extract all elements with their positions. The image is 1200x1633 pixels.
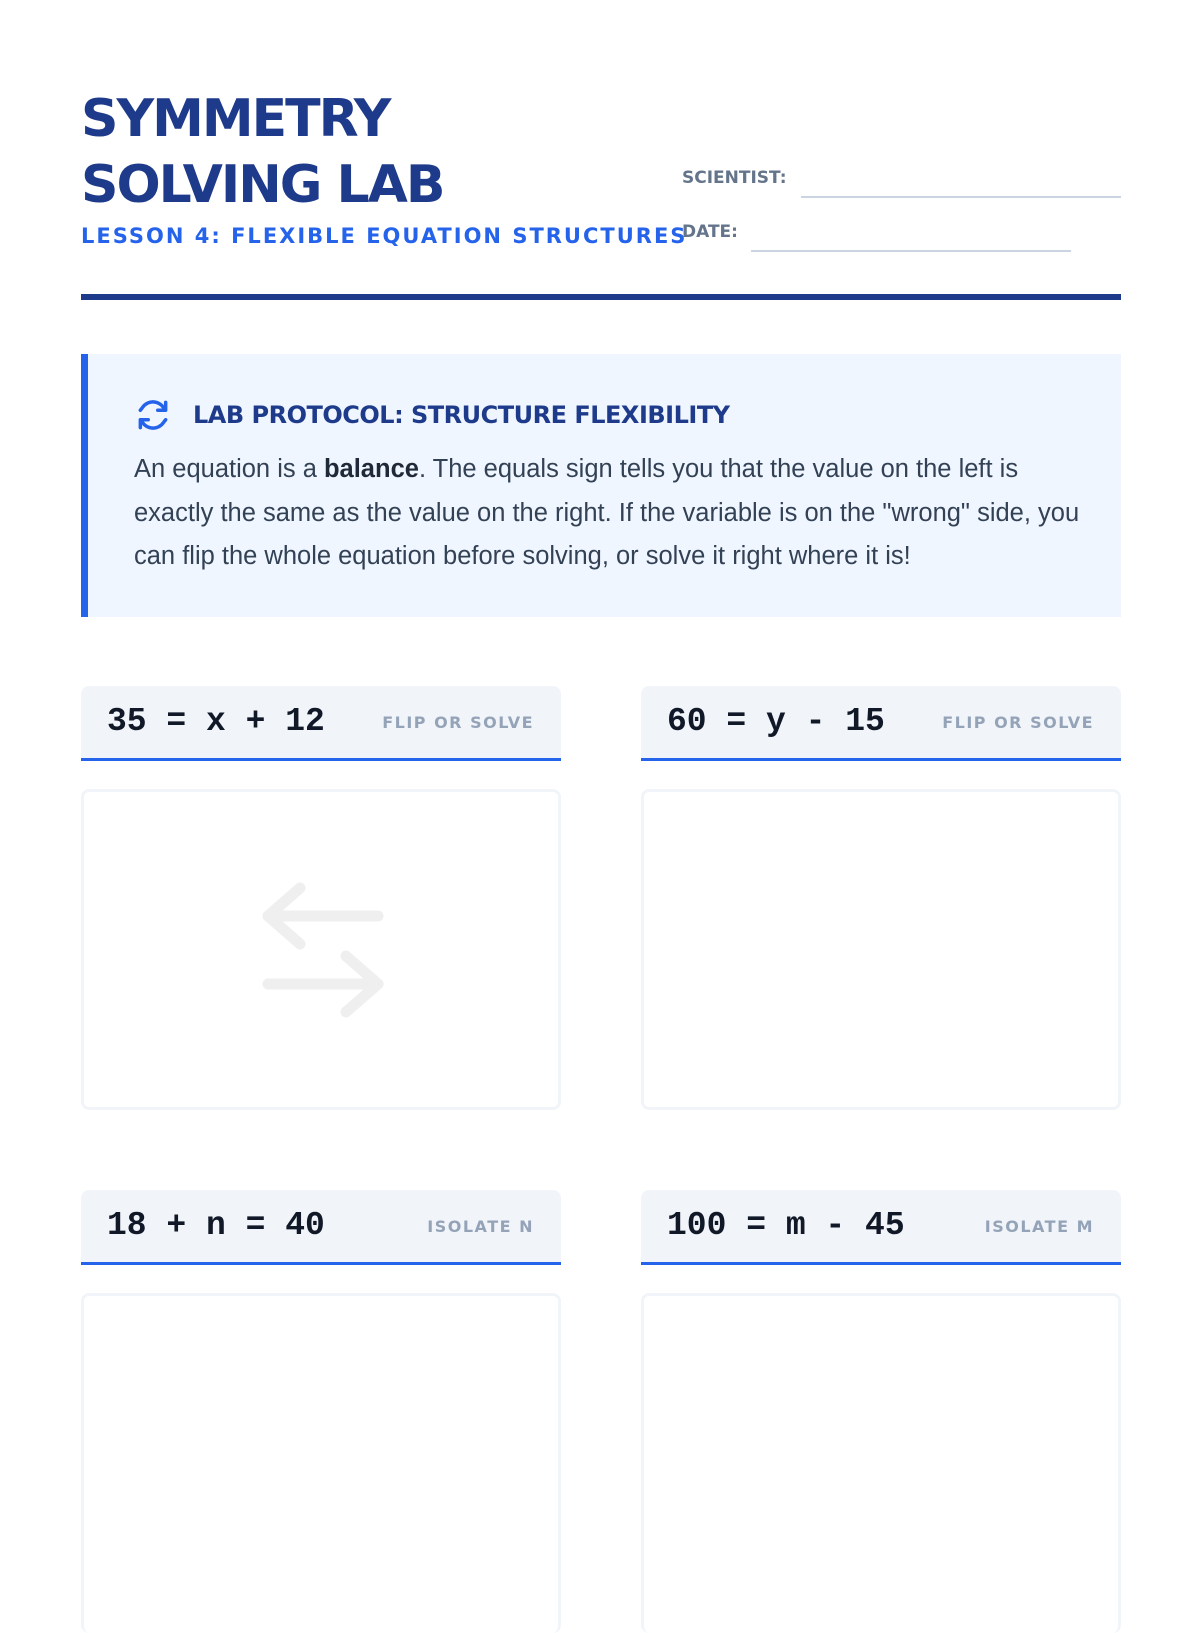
problem-hint: ISOLATE M: [984, 1217, 1094, 1236]
lesson-subtitle: LESSON 4: FLEXIBLE EQUATION STRUCTURES: [81, 224, 688, 248]
protocol-keyword: balance: [323, 455, 419, 483]
problem-hint: FLIP OR SOLVE: [382, 713, 534, 732]
problem-hint: ISOLATE N: [427, 1217, 534, 1236]
scientist-label: SCIENTIST:: [682, 168, 787, 188]
title-line-1: SYMMETRY: [81, 89, 390, 149]
protocol-text-lead: An equation is a: [134, 455, 324, 483]
title-line-2: SOLVING LAB: [81, 155, 444, 215]
date-label: DATE:: [682, 222, 738, 242]
problem-header: [81, 686, 561, 761]
scientist-field[interactable]: [801, 196, 1121, 198]
problem-header: [641, 1190, 1121, 1265]
page-title: [81, 86, 444, 218]
date-field[interactable]: [751, 250, 1071, 252]
problem-equation: 100 = m - 45: [667, 1207, 905, 1244]
problem-equation: 60 = y - 15: [667, 703, 885, 740]
protocol-text: [134, 448, 1084, 579]
problem-equation: 18 + n = 40: [107, 1207, 325, 1244]
work-area[interactable]: [81, 1293, 561, 1633]
work-area[interactable]: [641, 789, 1121, 1110]
problem-header: [641, 686, 1121, 761]
problem-equation: 35 = x + 12: [107, 703, 325, 740]
lab-protocol-panel: [81, 354, 1121, 617]
problem-header: [81, 1190, 561, 1265]
header-divider: [81, 294, 1121, 300]
work-area[interactable]: [641, 1293, 1121, 1633]
work-area[interactable]: [81, 789, 561, 1110]
worksheet-page: [81, 0, 1121, 1600]
refresh-icon: [134, 396, 172, 434]
protocol-title: LAB PROTOCOL: STRUCTURE FLEXIBILITY: [193, 401, 730, 429]
protocol-text-rest: . The equals sign tells you that the value on the left is exactly the same as the value on the right. If the variable is on the "wrong" side, you can flip the whole equation before solving, or solve it right where it is!: [134, 455, 1080, 570]
problem-hint: FLIP OR SOLVE: [942, 713, 1094, 732]
swap-arrows-icon: [262, 882, 386, 1022]
